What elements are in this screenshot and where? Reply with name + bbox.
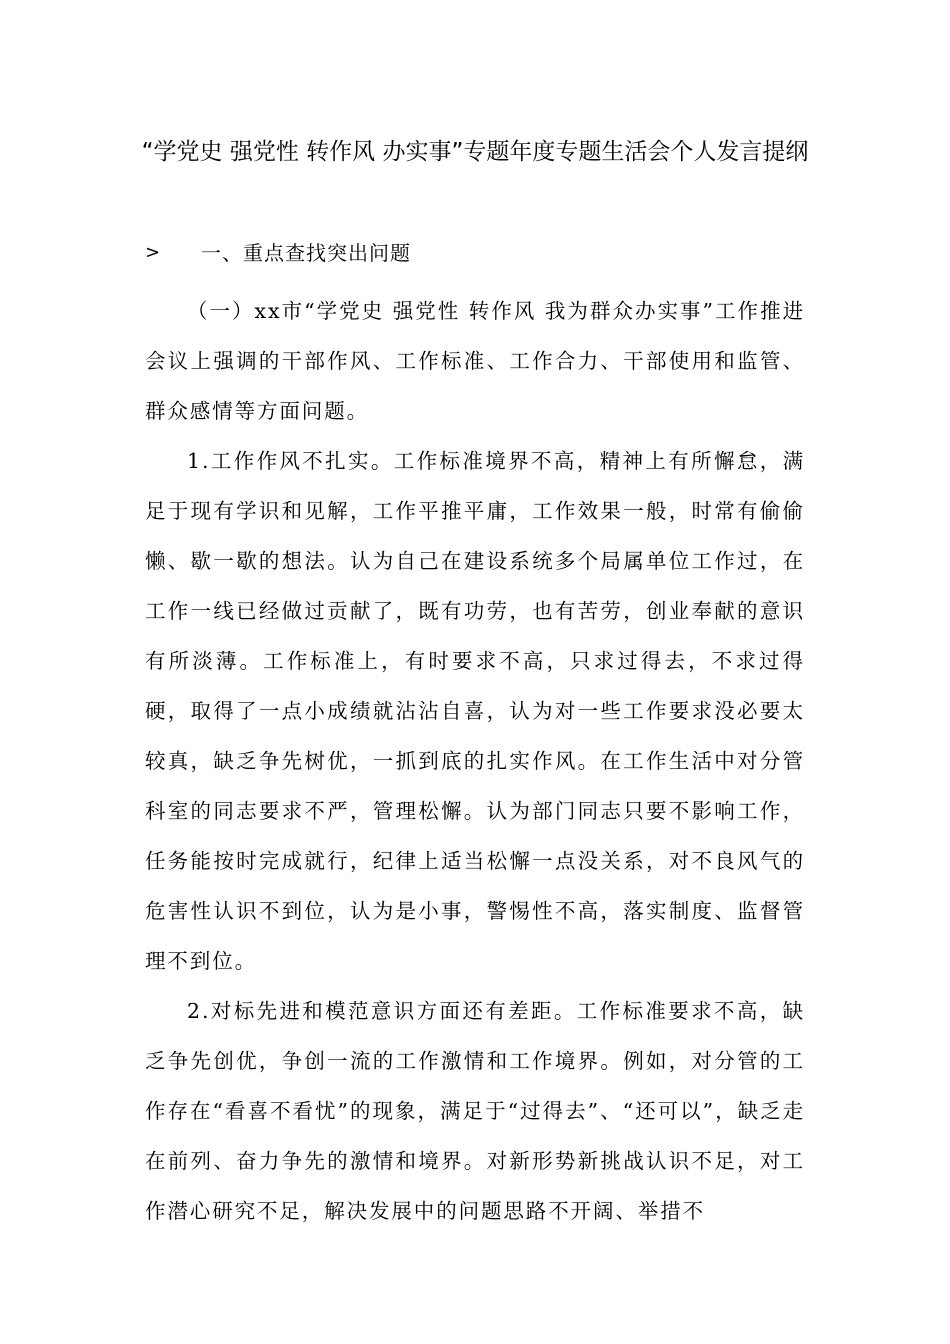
paragraph-subsection-1: （一）xx市“学党史 强党性 转作风 我为群众办实事”工作推进会议上强调的干部作风、工作标准、工作合力、干部使用和监管、群众感情等方面问题。: [145, 299, 805, 423]
chevron-right-icon: >: [145, 242, 161, 263]
section-heading: 一、重点查找突出问题: [201, 241, 411, 265]
document-title: “学党史 强党性 转作风 办实事”专题年度专题生活会个人发言提纲: [141, 139, 809, 165]
paragraph-item-2: 2.对标先进和模范意识方面还有差距。工作标准要求不高，缺乏争先创优，争创一流的工作激情和工作境界。例如，对分管的工作存在“看喜不看忧”的现象，满足于“过得去”、“还可以”，缺乏走在前列、奋力争先的激情和境界。对新形势新挑战认识不足，对工作潜心研究不足，解决发展中的问题思路不开阔、举措不: [145, 999, 805, 1223]
document-body: [145, 286, 805, 1236]
paragraph-item-1: 1.工作作风不扎实。工作标准境界不高，精神上有所懈怠，满足于现有学识和见解，工作平推平庸，工作效果一般，时常有偷偷懒、歇一歇的想法。认为自己在建设系统多个局属单位工作过，在工作一线已经做过贡献了，既有功劳，也有苦劳，创业奉献的意识有所淡薄。工作标准上，有时要求不高，只求过得去，不求过得硬，取得了一点小成绩就沾沾自喜，认为对一些工作要求没必要太较真，缺乏争先树优，一抓到底的扎实作风。在工作生活中对分管科室的同志要求不严，管理松懈。认为部门同志只要不影响工作，任务能按时完成就行，纪律上适当松懈一点没关系，对不良风气的危害性认识不到位，认为是小事，警惕性不高，落实制度、监督管理不到位。: [145, 449, 805, 973]
section-heading-row: [145, 236, 805, 270]
